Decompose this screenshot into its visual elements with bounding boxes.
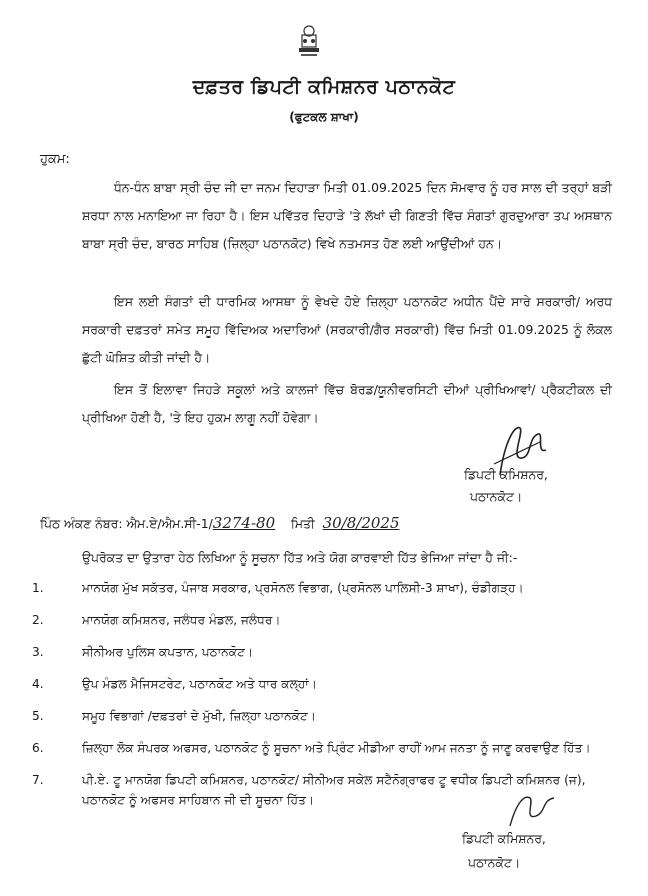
paragraph-3: ਇਸ ਤੋਂ ਇਲਾਵਾ ਜਿਹੜੇ ਸਕੂਲਾਂ ਅਤੇ ਕਾਲਜਾਂ ਵਿੱਚ ਬੋਰਡ/ਯੂਨੀਵਰਸਿਟੀ ਦੀਆਂ ਪ੍ਰੀਖਿਆਵਾਂ/ ਪ੍ਰੈਕਟੀਕਲ ਦੀ ਪ੍ਰੀਖਿਆ ਹੋਣੀ ਹੈ, 'ਤੇ ਇਹ ਹੁਕਮ ਲਾਗੂ ਨਹੀਂ ਹੋਵੇਗਾ। (82, 382, 612, 425)
endorsement-number-line (40, 514, 400, 532)
list-item: 5. ਸਮੂਹ ਵਿਭਾਗਾਂ /ਦਫ਼ਤਰਾਂ ਦੇ ਮੁੱਖੀ, ਜ਼ਿਲ੍ਹਾ ਪਠਾਨਕੋਟ। (32, 709, 317, 723)
forwarding-intro: ਉਪਰੋਕਤ ਦਾ ਉਤਾਰਾ ਹੇਠ ਲਿਖਿਆ ਨੂੰ ਸੂਚਨਾ ਹਿੱਤ ਅਤੇ ਯੋਗ ਕਾਰਵਾਈ ਹਿੱਤ ਭੇਜਿਆ ਜਾਂਦਾ ਹੈ ਜੀ:- (82, 550, 518, 565)
recipient-list (32, 578, 612, 822)
paragraph-1: ਧੰਨ-ਧੰਨ ਬਾਬਾ ਸ੍ਰੀ ਚੰਦ ਜੀ ਦਾ ਜਨਮ ਦਿਹਾੜਾ ਮਿਤੀ 01.09.2025 ਦਿਨ ਸੋਮਵਾਰ ਨੂੰ ਹਰ ਸਾਲ ਦੀ ਤਰ੍ਹਾਂ ਬੜੀ ਸ਼ਰਧਾ ਨਾਲ ਮਨਾਇਆ ਜਾ ਰਿਹਾ ਹੈ। ਇਸ ਪਵਿੱਤਰ ਦਿਹਾੜੇ 'ਤੇ ਲੱਖਾਂ ਦੀ ਗਿਣਤੀ ਵਿੱਚ ਸੰਗਤਾਂ ਗੁਰਦੁਆਰਾ ਤਪ ਅਸਥਾਨ ਬਾਬਾ ਸ੍ਰੀ ਚੰਦ, ਬਾਰਠ ਸਾਹਿਬ (ਜ਼ਿਲ੍ਹਾ ਪਠਾਨਕੋਟ) ਵਿਖੇ ਨਤਮਸਤ ਹੋਣ ਲਈ ਆਉਂਦੀਆਂ ਹਨ। (82, 180, 612, 251)
signatory-designation: ਡਿਪਟੀ ਕਮਿਸ਼ਨਰ, (464, 467, 548, 482)
order-label: ਹੁਕਮ: (40, 152, 70, 167)
list-item: 4. ਉਪ ਮੰਡਲ ਮੈਜਿਸਟਰੇਟ, ਪਠਾਨਕੋਟ ਅਤੇ ਧਾਰ ਕਲ੍ਹਾਂ। (32, 677, 317, 691)
branch-subtitle: (ਫੁਟਕਲ ਸ਼ਾਖਾ) (289, 110, 359, 124)
office-title: ਦਫ਼ਤਰ ਡਿਪਟੀ ਕਮਿਸ਼ਨਰ ਪਠਾਨਕੋਟ (192, 76, 456, 98)
signatory-place-2: ਪਠਾਨਕੋਟ। (468, 855, 521, 870)
endorsement-date: 30/8/2025 (322, 514, 400, 532)
endorsement-prefix: ਪਿੰਠ ਅੰਕਣ ਨੰਬਰ: ਐਮ.ਏ/ਐਮ.ਸੀ-1/ (40, 516, 213, 531)
list-item: 7. ਪੀ.ਏ. ਟੂ ਮਾਨਯੋਗ ਡਿਪਟੀ ਕਮਿਸ਼ਨਰ, ਪਠਾਨਕੋਟ/ ਸੀਨੀਅਰ ਸਕੇਲ ਸਟੈਨੋਗ੍ਰਾਫਰ ਟੂ ਵਧੀਕ ਡਿਪਟੀ ਕਮਿਸ਼ਨਰ (ਜ), ਪਠਾਨਕੋਟ ਨੂੰ ਅਫਸਰ ਸਾਹਿਬਾਨ ਜੀ ਦੀ ਸੂਚਨਾ ਹਿੱਤ। (32, 773, 586, 807)
paragraph-2: ਇਸ ਲਈ ਸੰਗਤਾਂ ਦੀ ਧਾਰਮਿਕ ਆਸਥਾ ਨੂੰ ਵੇਖਦੇ ਹੋਏ ਜ਼ਿਲ੍ਹਾ ਪਠਾਨਕੋਟ ਅਧੀਨ ਪੈਂਦੇ ਸਾਰੇ ਸਰਕਾਰੀ/ ਅਰਧ ਸਰਕਾਰੀ ਦਫ਼ਤਰਾਂ ਸਮੇਤ ਸਮੂਹ ਵਿੱਦਿਅਕ ਅਦਾਰਿਆਂ (ਸਰਕਾਰੀ/ਗੈਰ ਸਰਕਾਰੀ) ਵਿੱਚ ਮਿਤੀ 01.09.2025 ਨੂੰ ਲੋਕਲ ਛੁੱਟੀ ਘੋਸ਼ਿਤ ਕੀਤੀ ਜਾਂਦੀ ਹੈ। (82, 294, 612, 365)
signature-block (464, 420, 620, 510)
endorsement-number: 3274-80 (212, 514, 276, 532)
list-item: 3. ਸੀਨੀਅਰ ਪੁਲਿਸ ਕਪਤਾਨ, ਪਠਾਨਕੋਟ। (32, 645, 254, 659)
national-emblem-icon (294, 24, 324, 62)
list-item: 1. ਮਾਨਯੋਗ ਮੁੱਖ ਸਕੱਤਰ, ਪੰਜਾਬ ਸਰਕਾਰ, ਪ੍ਰਸੋਨਲ ਵਿਭਾਗ, (ਪ੍ਰਸੋਨਲ ਪਾਲਿਸੀ-3 ਸ਼ਾਖਾ), ਚੰਡੀਗੜ੍ਹ। (32, 581, 524, 595)
list-item: 6. ਜ਼ਿਲ੍ਹਾ ਲੋਕ ਸੰਪਰਕ ਅਫਸਰ, ਪਠਾਨਕੋਟ ਨੂੰ ਸੂਚਨਾ ਅਤੇ ਪ੍ਰਿੰਟ ਮੀਡੀਆ ਰਾਹੀਂ ਆਮ ਜਨਤਾ ਨੂੰ ਜਾਣੂ ਕਰਵਾਉਣ ਹਿੱਤ। (32, 741, 591, 755)
date-label: ਮਿਤੀ (290, 516, 315, 531)
signature-block-2 (462, 790, 622, 880)
handwritten-signature-2 (502, 790, 562, 830)
signatory-place: ਪਠਾਨਕੋਟ। (470, 489, 523, 504)
signatory-designation-2: ਡਿਪਟੀ ਕਮਿਸ਼ਨਰ, (462, 831, 546, 846)
list-item: 2. ਮਾਨਯੋਗ ਕਮਿਸ਼ਨਰ, ਜਲੰਧਰ ਮੰਡਲ, ਜਲੰਧਰ। (32, 613, 281, 627)
